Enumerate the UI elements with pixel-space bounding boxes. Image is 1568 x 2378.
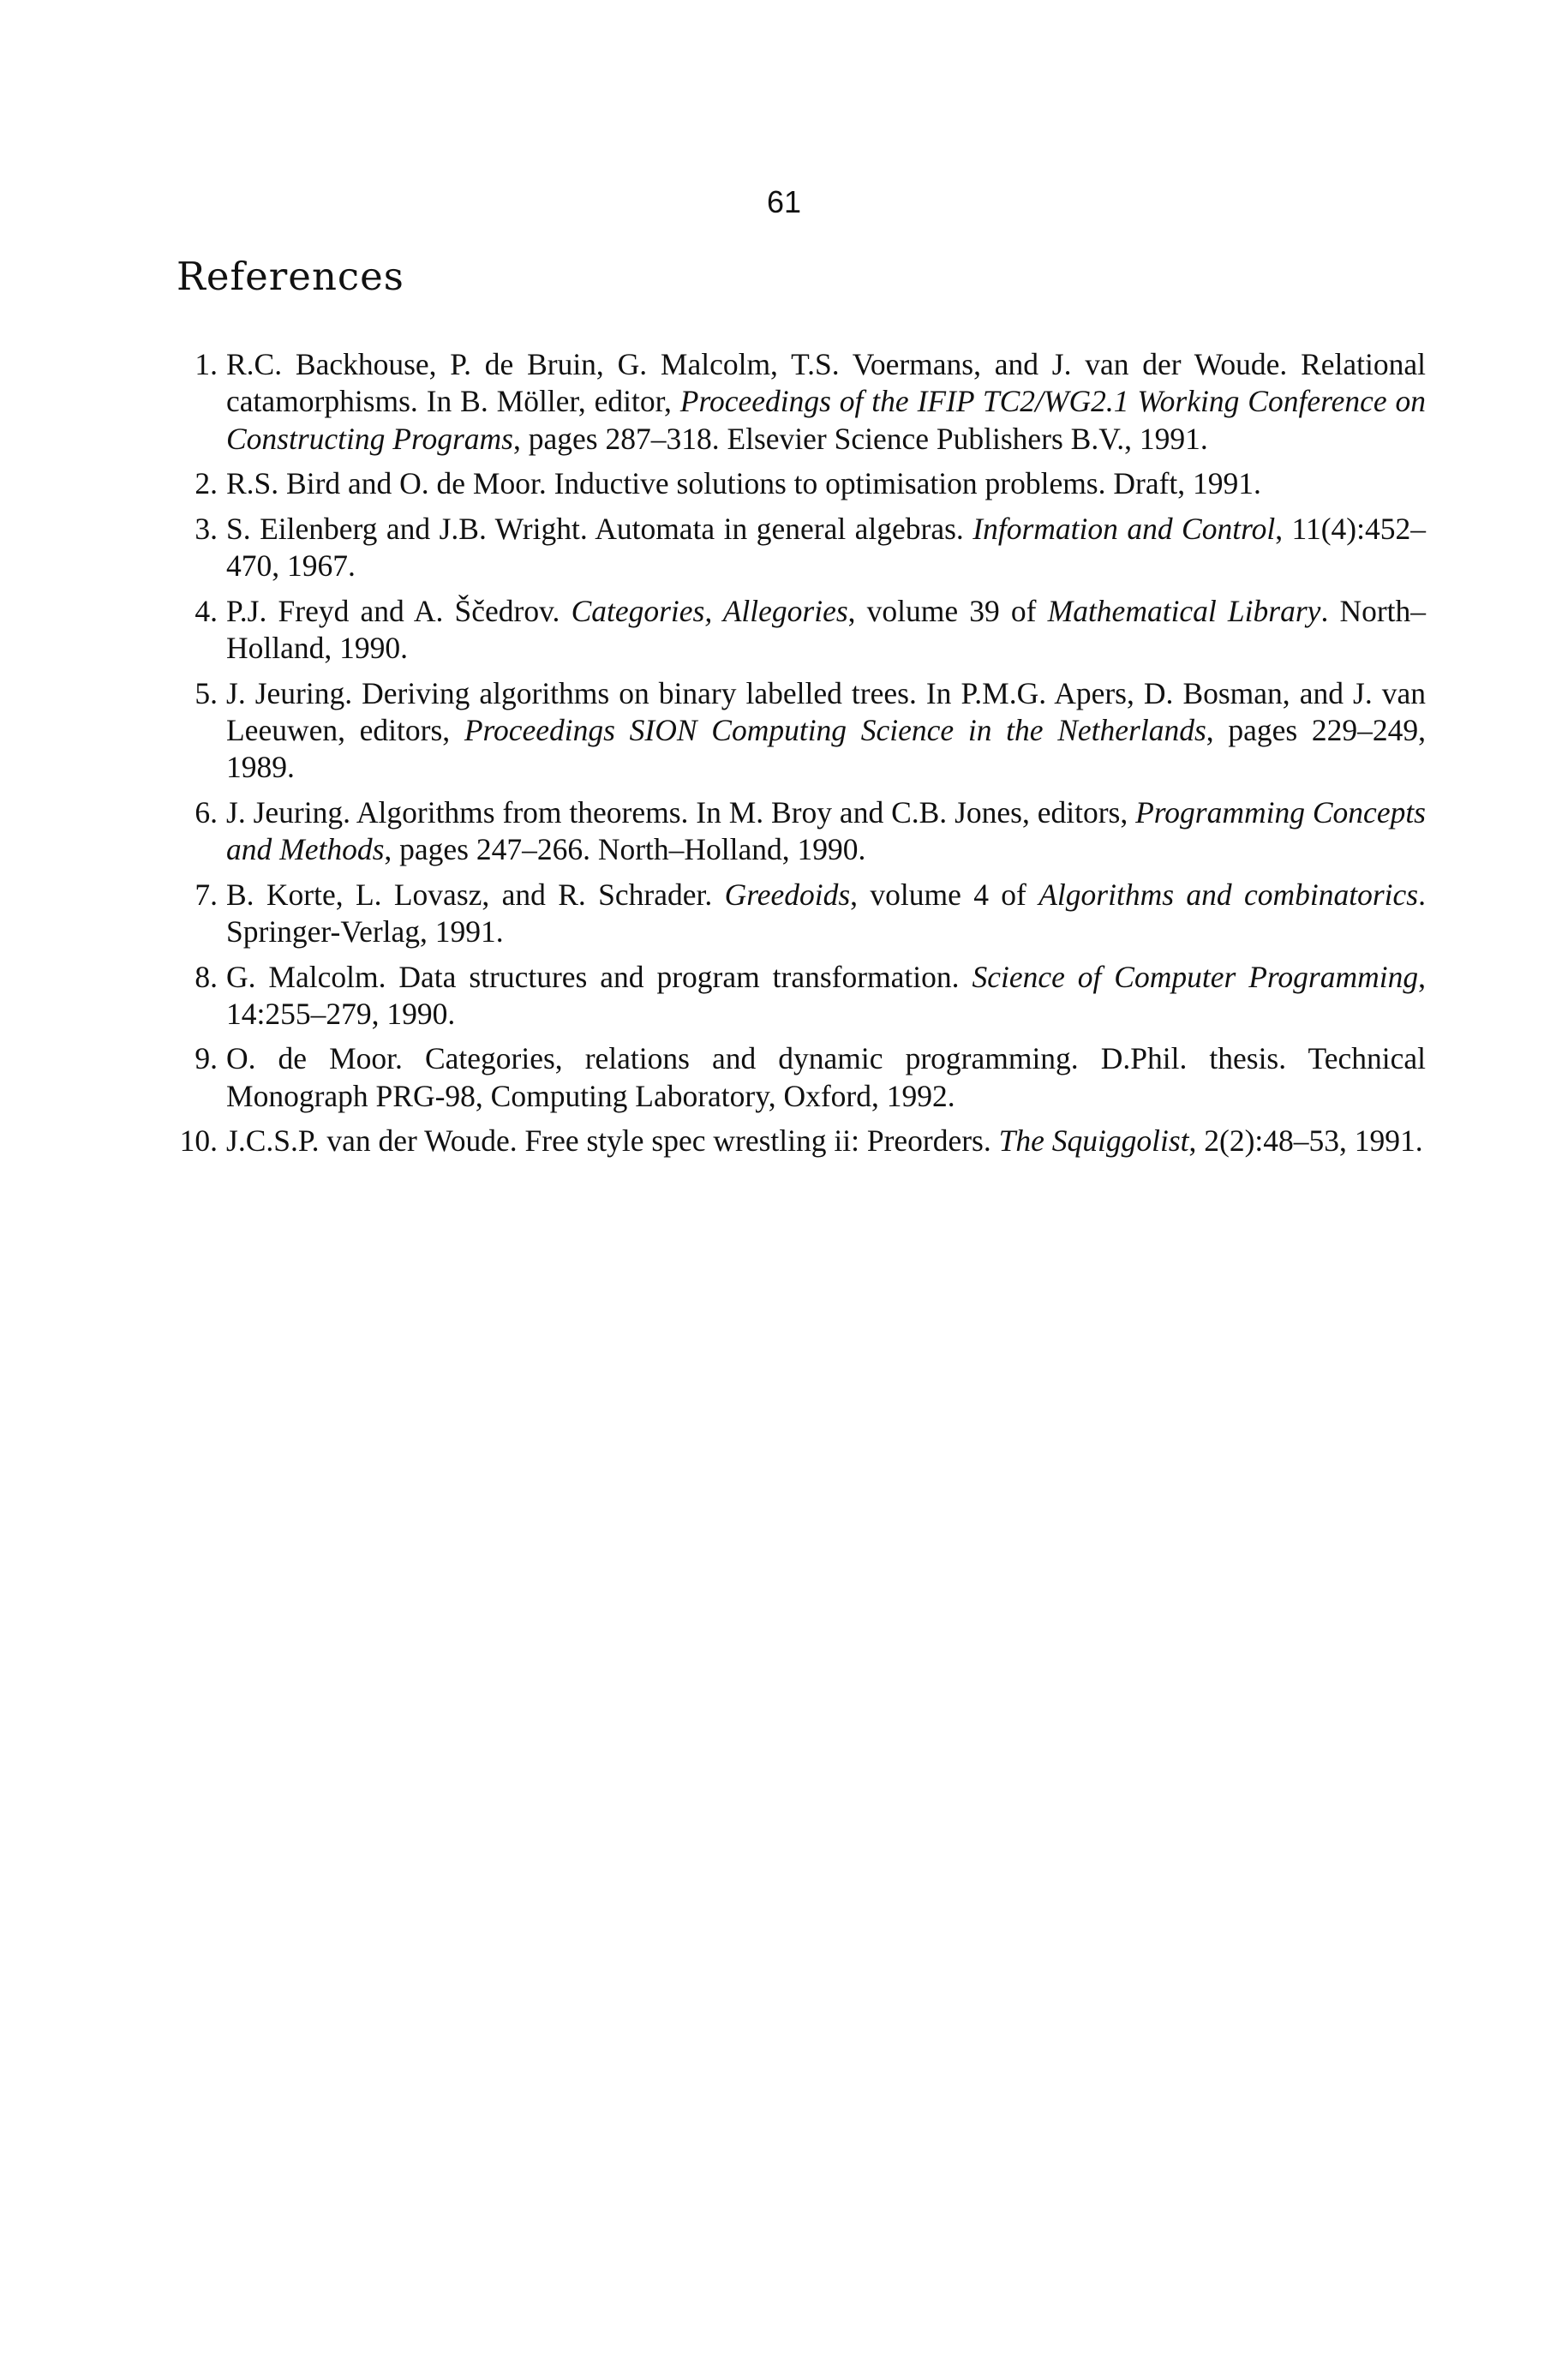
reference-text-segment: , volume 39 of (847, 593, 1048, 628)
reference-text (226, 1041, 1426, 1112)
reference-title-italic: Categories, Allegories (571, 593, 848, 628)
reference-item (182, 877, 1426, 951)
reference-text (226, 1123, 1423, 1158)
reference-text (226, 347, 1426, 456)
reference-text (226, 512, 1426, 583)
reference-text (226, 795, 1426, 866)
reference-text-segment: . Springer-Verlag, 1991. (226, 877, 1426, 949)
reference-item (182, 346, 1426, 458)
reference-text (226, 466, 1261, 500)
reference-text-segment: J. Jeuring. Algorithms from theorems. In M. Broy and C.B. Jones, editors, (226, 794, 1136, 830)
reference-text (226, 594, 1426, 665)
reference-title-italic: Information and Control (973, 511, 1276, 546)
reference-number: 3. (195, 511, 218, 546)
reference-text-segment: G. Malcolm. Data structures and program transformation. (226, 959, 973, 994)
reference-title-italic: Greedoids (724, 877, 851, 912)
section-title: References (177, 254, 404, 299)
reference-item (182, 465, 1426, 502)
reference-item (182, 959, 1426, 1033)
reference-text-segment: J.C.S.P. van der Woude. Free style spec wrestling ii: Preorders. (226, 1123, 999, 1159)
reference-text-segment: B. Korte, L. Lovasz, and R. Schrader. (226, 877, 725, 912)
reference-title-italic: Mathematical Library (1047, 593, 1321, 628)
page-number: 61 (766, 184, 802, 219)
reference-item (182, 794, 1426, 869)
reference-text-segment: . North–Holland, 1990. (226, 593, 1427, 665)
reference-text-segment: O. de Moor. Categories, relations and dynamic programming. D.Phil. thesis. Technical Monograph PRG-98, Computing Laboratory, Oxford, 1992. (226, 1041, 1426, 1113)
reference-text-segment: , pages 287–318. Elsevier Science Publishers B.V., 1991. (512, 421, 1208, 456)
reference-text-segment: P.J. Freyd and A. Ščedrov. (226, 593, 572, 628)
reference-number: 7. (195, 877, 218, 912)
reference-title-italic: Science of Computer Programming (972, 959, 1419, 994)
reference-number: 4. (195, 593, 218, 628)
reference-number: 10. (179, 1123, 218, 1159)
reference-item (179, 1123, 1426, 1159)
reference-text-segment: , 11(4):452–470, 1967. (226, 511, 1426, 584)
reference-text (226, 676, 1426, 785)
reference-number: 6. (195, 794, 218, 830)
reference-title-italic: Algorithms and combinatorics (1038, 877, 1419, 912)
reference-text-segment: , 2(2):48–53, 1991. (1188, 1123, 1423, 1159)
reference-item (182, 593, 1426, 668)
reference-text (226, 878, 1426, 949)
reference-title-italic: Proceedings SION Computing Science in the Netherlands (464, 712, 1206, 747)
reference-text-segment: , pages 229–249, 1989. (226, 712, 1426, 785)
reference-text-segment: , volume 4 of (850, 877, 1039, 912)
reference-number: 2. (195, 466, 218, 501)
reference-number: 9. (195, 1041, 218, 1076)
reference-title-italic: The Squiggolist (998, 1123, 1189, 1159)
reference-item (182, 511, 1426, 585)
reference-list (179, 346, 1427, 1168)
reference-item (182, 1040, 1426, 1115)
reference-text-segment: , 14:255–279, 1990. (226, 959, 1426, 1031)
reference-text (226, 960, 1426, 1031)
reference-number: 8. (195, 959, 218, 994)
reference-title-italic: Proceedings of the IFIP TC2/WG2.1 Working Conference on Constructing Programs (226, 384, 1426, 456)
reference-item (182, 675, 1426, 787)
reference-number: 1. (195, 347, 218, 381)
reference-text-segment: R.C. Backhouse, P. de Bruin, G. Malcolm, T.S. Voermans, and J. van der Woude. Relational catamorphisms. In B. Möller, editor, (226, 347, 1426, 419)
reference-text-segment: S. Eilenberg and J.B. Wright. Automata in general algebras. (226, 511, 973, 546)
reference-text-segment: , pages 247–266. North–Holland, 1990. (384, 832, 866, 867)
reference-title-italic: Programming Concepts and Methods (226, 794, 1426, 867)
reference-text-segment: R.S. Bird and O. de Moor. Inductive solutions to optimisation problems. Draft, 1991. (226, 466, 1261, 501)
reference-text-segment: J. Jeuring. Deriving algorithms on binary labelled trees. In P.M.G. Apers, D. Bosman, and J. van Leeuwen, editors, (226, 675, 1426, 747)
reference-number: 5. (195, 675, 218, 710)
